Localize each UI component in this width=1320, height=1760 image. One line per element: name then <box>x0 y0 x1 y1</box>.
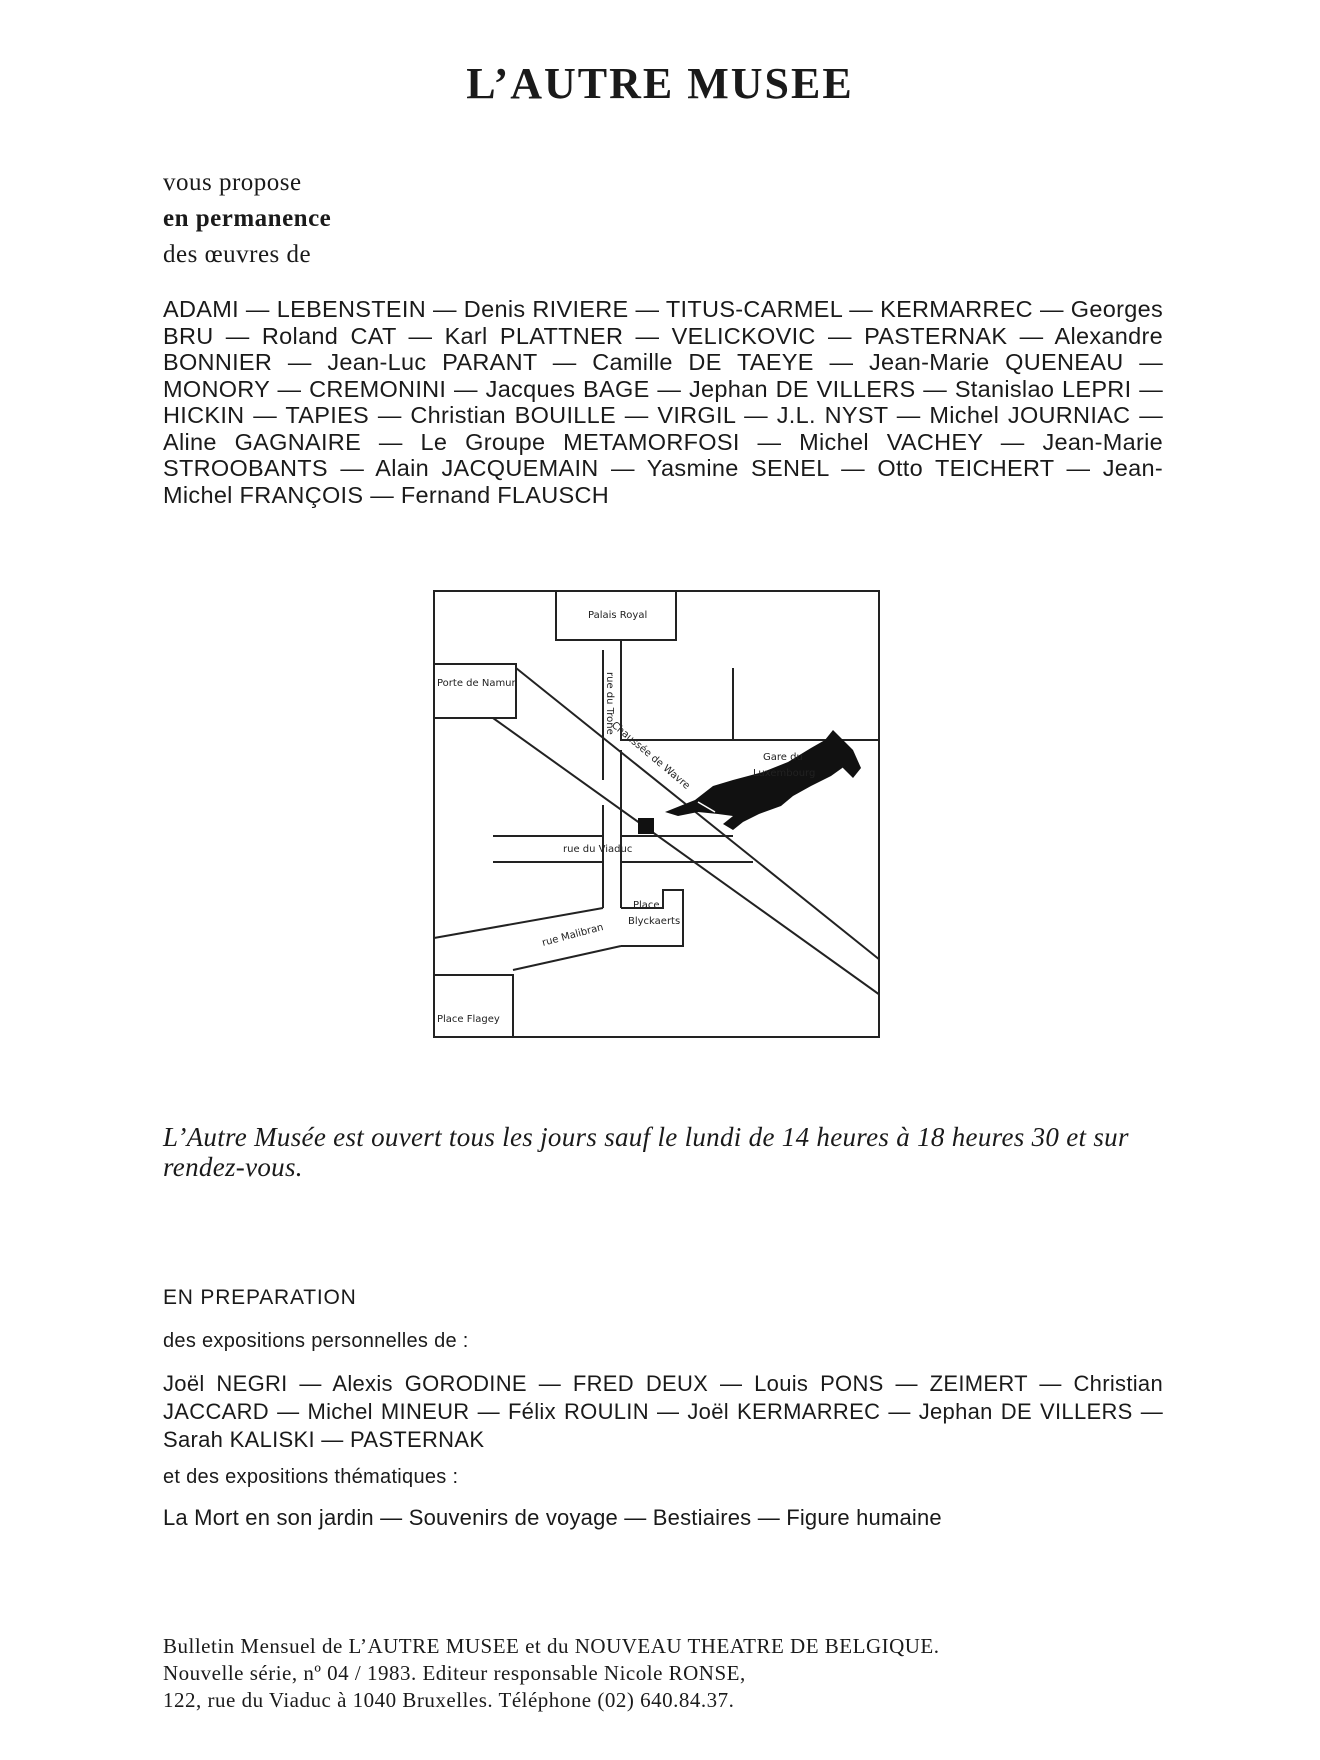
map-label-gare-line2: Luxembourg <box>753 768 816 779</box>
permanent-artists-list: ADAMI — LEBENSTEIN — Denis RIVIERE — TITUS-CARMEL — KERMARREC — Georges BRU — Roland CAT — Karl PLATTNER — VELICKOVIC — PASTERNAK — Alexandre BONNIER — Jean-Luc PARANT — Camille DE TAEYE — Jean-Marie QUENEAU — MONORY — CREMONINI — Jacques BAGE — Jephan DE VILLERS — Stanislao LEPRI — HICKIN — TAPIES — Christian BOUILLE — VIRGIL — J.L. NYST — Michel JOURNIAC — Aline GAGNAIRE — Le Groupe METAMORFOSI — Michel VACHEY — Jean-Marie STROOBANTS — Alain JACQUEMAIN — Yasmine SENEL — Otto TEICHERT — Jean-Michel FRANÇOIS — Fernand FLAUSCH <box>163 296 1163 508</box>
map-block-place-flagey <box>434 975 513 1037</box>
map-label-place-line1: Place <box>633 900 660 911</box>
map-block-top-right <box>621 640 880 740</box>
preparation-thematic-label: et des expositions thématiques : <box>163 1466 459 1488</box>
footer-line-serie: Nouvelle série, nº 04 / 1983. Editeur responsable Nicole RONSE, <box>163 1661 746 1685</box>
intro-line-oeuvres: des œuvres de <box>163 241 312 268</box>
preparation-themes-list: La Mort en son jardin — Souvenirs de voyage — Bestiaires — Figure humaine <box>163 1505 942 1530</box>
map-label-porte-de-namur: Porte de Namur <box>437 678 516 689</box>
map-chaussee-line-a <box>516 668 880 960</box>
preparation-heading: EN PREPARATION <box>163 1286 357 1309</box>
map-frame <box>434 591 879 1037</box>
map-label-place-flagey: Place Flagey <box>437 1014 500 1025</box>
footer-line-address: 122, rue du Viaduc à 1040 Bruxelles. Téléphone (02) 640.84.37. <box>163 1688 735 1712</box>
map-block-porte-de-namur <box>434 664 516 718</box>
map-label-rue-malibran: rue Malibran <box>540 921 605 949</box>
footer-line-bulletin: Bulletin Mensuel de L’AUTRE MUSEE et du NOUVEAU THEATRE DE BELGIQUE. <box>163 1634 940 1658</box>
map-label-rue-du-trone: rue du Trone <box>604 672 615 735</box>
page-title: L’AUTRE MUSEE <box>466 59 854 108</box>
intro-block <box>163 165 331 273</box>
map-label-place-line2: Blyckaerts <box>628 916 681 927</box>
preparation-personal-label: des expositions personnelles de : <box>163 1330 469 1352</box>
map-label-palais-royal: Palais Royal <box>588 610 648 621</box>
preparation-artists-list: Joël NEGRI — Alexis GORODINE — FRED DEUX — Louis PONS — ZEIMERT — Christian JACCARD — Michel MINEUR — Félix ROULIN — Joël KERMARREC — Jephan DE VILLERS — Sarah KALISKI — PASTERNAK <box>163 1371 1163 1452</box>
map-malibran-line-b <box>513 946 621 970</box>
map-label-chaussee: Chaussée de Wavre <box>609 719 692 792</box>
map-label-gare-line1: Gare du <box>763 752 803 763</box>
map-museum-location <box>638 818 654 834</box>
opening-hours: L’Autre Musée est ouvert tous les jours sauf le lundi de 14 heures à 18 heures 30 et sur rendez-vous. <box>163 1122 1129 1182</box>
location-map <box>433 590 880 1038</box>
intro-line-permanence: en permanence <box>163 205 332 232</box>
pointing-hand-icon <box>665 730 861 830</box>
intro-line-propose: vous propose <box>163 169 302 196</box>
map-label-rue-du-viaduc: rue du Viaduc <box>563 844 633 855</box>
footer-block <box>163 1633 940 1714</box>
